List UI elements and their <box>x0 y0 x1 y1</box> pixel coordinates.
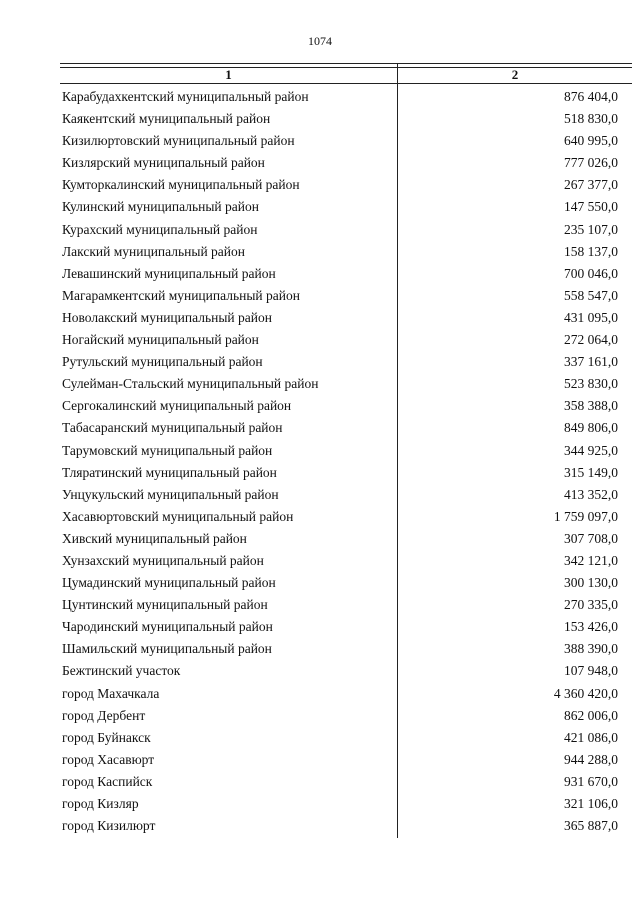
table-row <box>60 307 632 329</box>
amount-value: 523 830,0 <box>564 376 618 392</box>
table-row <box>60 130 632 152</box>
table-row <box>60 86 632 108</box>
amount-value: 235 107,0 <box>564 221 618 237</box>
amount-value: 518 830,0 <box>564 111 618 127</box>
municipality-name: Новолакский муниципальный район <box>62 309 272 325</box>
amount-value: 158 137,0 <box>564 243 618 259</box>
municipality-name: город Буйнакск <box>62 729 151 745</box>
municipality-name: город Кизляр <box>62 796 139 811</box>
municipality-name: Ногайский муниципальный район <box>62 332 259 348</box>
table-row <box>60 417 632 439</box>
page-number: 1074 <box>308 34 332 48</box>
amount-value: 342 121,0 <box>564 552 618 568</box>
municipality-name: Кумторкалинский муниципальный район <box>62 177 300 193</box>
amount-value: 300 130,0 <box>564 575 618 591</box>
municipality-name: Чародинский муниципальный район <box>62 619 273 635</box>
municipality-name: город Махачкала <box>62 685 160 701</box>
amount-value: 431 095,0 <box>564 309 618 325</box>
table-row <box>60 616 632 638</box>
column-header-2: 2 <box>511 67 519 82</box>
municipality-name: город Каспийск <box>62 773 153 789</box>
table-row <box>60 660 632 682</box>
amount-value: 272 064,0 <box>564 332 618 348</box>
table-body <box>60 86 632 837</box>
table-row <box>60 329 632 351</box>
municipality-name: Бежтинский участок <box>62 663 181 679</box>
amount-value: 849 806,0 <box>564 420 618 436</box>
municipality-name: Тарумовский муниципальный район <box>62 442 273 458</box>
amount-value: 388 390,0 <box>564 641 618 657</box>
amount-value: 700 046,0 <box>564 265 618 281</box>
table-row <box>60 771 632 793</box>
table-row <box>60 528 632 550</box>
table-row <box>60 351 632 373</box>
table-row <box>60 793 632 815</box>
table-row <box>60 174 632 196</box>
table-header-row <box>60 66 632 83</box>
amount-value: 321 106,0 <box>564 796 618 811</box>
amount-value: 558 547,0 <box>564 287 618 303</box>
table-row <box>60 727 632 749</box>
table-row <box>60 815 632 837</box>
header-bottom-rule <box>60 83 632 84</box>
table-row <box>60 749 632 771</box>
municipality-name: город Кизилюрт <box>62 818 156 834</box>
amount-value: 876 404,0 <box>564 89 618 104</box>
column-header-1: 1 <box>225 67 232 82</box>
table-row <box>60 594 632 616</box>
amount-value: 107 948,0 <box>564 663 618 679</box>
amount-value: 944 288,0 <box>564 751 618 767</box>
municipality-name: Рутульский муниципальный район <box>62 354 263 370</box>
amount-value: 307 708,0 <box>564 530 618 546</box>
municipality-name: Лакский муниципальный район <box>62 243 246 259</box>
amount-value: 344 925,0 <box>564 442 618 458</box>
amount-value: 365 887,0 <box>564 818 618 834</box>
municipality-name: Табасаранский муниципальный район <box>62 420 283 436</box>
table-row <box>60 506 632 528</box>
municipality-name: Курахский муниципальный район <box>62 221 258 237</box>
amount-value: 315 149,0 <box>564 464 618 480</box>
municipality-name: Левашинский муниципальный район <box>62 265 276 281</box>
municipality-name: Кизлярский муниципальный район <box>62 155 265 171</box>
table-row <box>60 462 632 484</box>
amount-value: 1 759 097,0 <box>553 508 618 524</box>
municipality-name: Сулейман-Стальский муниципальный район <box>62 376 319 392</box>
table-row <box>60 550 632 572</box>
municipality-name: Унцукульский муниципальный район <box>62 486 279 502</box>
table-row <box>60 196 632 218</box>
municipality-name: Тляратинский муниципальный район <box>62 464 277 480</box>
amount-value: 640 995,0 <box>564 133 618 149</box>
amount-value: 358 388,0 <box>564 398 618 414</box>
municipality-name: Шамильский муниципальный район <box>62 641 272 657</box>
amount-value: 862 006,0 <box>564 707 618 723</box>
amount-value: 421 086,0 <box>564 729 618 745</box>
municipality-name: Сергокалинский муниципальный район <box>62 398 292 414</box>
table-row <box>60 219 632 241</box>
municipality-name: Хасавюртовский муниципальный район <box>62 508 294 524</box>
municipality-name: Кизилюртовский муниципальный район <box>62 133 295 149</box>
table-row <box>60 241 632 263</box>
table-row <box>60 484 632 506</box>
table-row <box>60 373 632 395</box>
municipality-name: Каякентский муниципальный район <box>62 111 271 127</box>
table-row <box>60 152 632 174</box>
amount-value: 4 360 420,0 <box>553 685 618 701</box>
table-row <box>60 572 632 594</box>
amount-value: 931 670,0 <box>564 773 618 789</box>
amount-value: 270 335,0 <box>564 597 618 613</box>
municipality-name: Магарамкентский муниципальный район <box>62 287 300 303</box>
table-row <box>60 440 632 462</box>
table-row <box>60 683 632 705</box>
municipality-name: Хунзахский муниципальный район <box>62 552 264 568</box>
municipality-name: город Хасавюрт <box>62 751 155 767</box>
table-row <box>60 395 632 417</box>
municipality-name: Хивский муниципальный район <box>62 530 247 546</box>
table-row <box>60 285 632 307</box>
municipality-name: Цунтинский муниципальный район <box>62 597 268 613</box>
amount-value: 413 352,0 <box>564 486 618 502</box>
table-row <box>60 108 632 130</box>
amount-value: 147 550,0 <box>564 199 618 215</box>
amount-value: 153 426,0 <box>564 619 618 635</box>
municipality-name: город Дербент <box>62 707 146 723</box>
table-row <box>60 638 632 660</box>
municipality-name: Карабудахкентский муниципальный район <box>62 89 309 104</box>
table-row <box>60 263 632 285</box>
municipality-name: Кулинский муниципальный район <box>62 199 259 215</box>
table-row <box>60 705 632 727</box>
amount-value: 777 026,0 <box>564 155 618 171</box>
amount-value: 267 377,0 <box>564 177 618 193</box>
municipality-name: Цумадинский муниципальный район <box>62 575 276 591</box>
amount-value: 337 161,0 <box>564 354 618 370</box>
